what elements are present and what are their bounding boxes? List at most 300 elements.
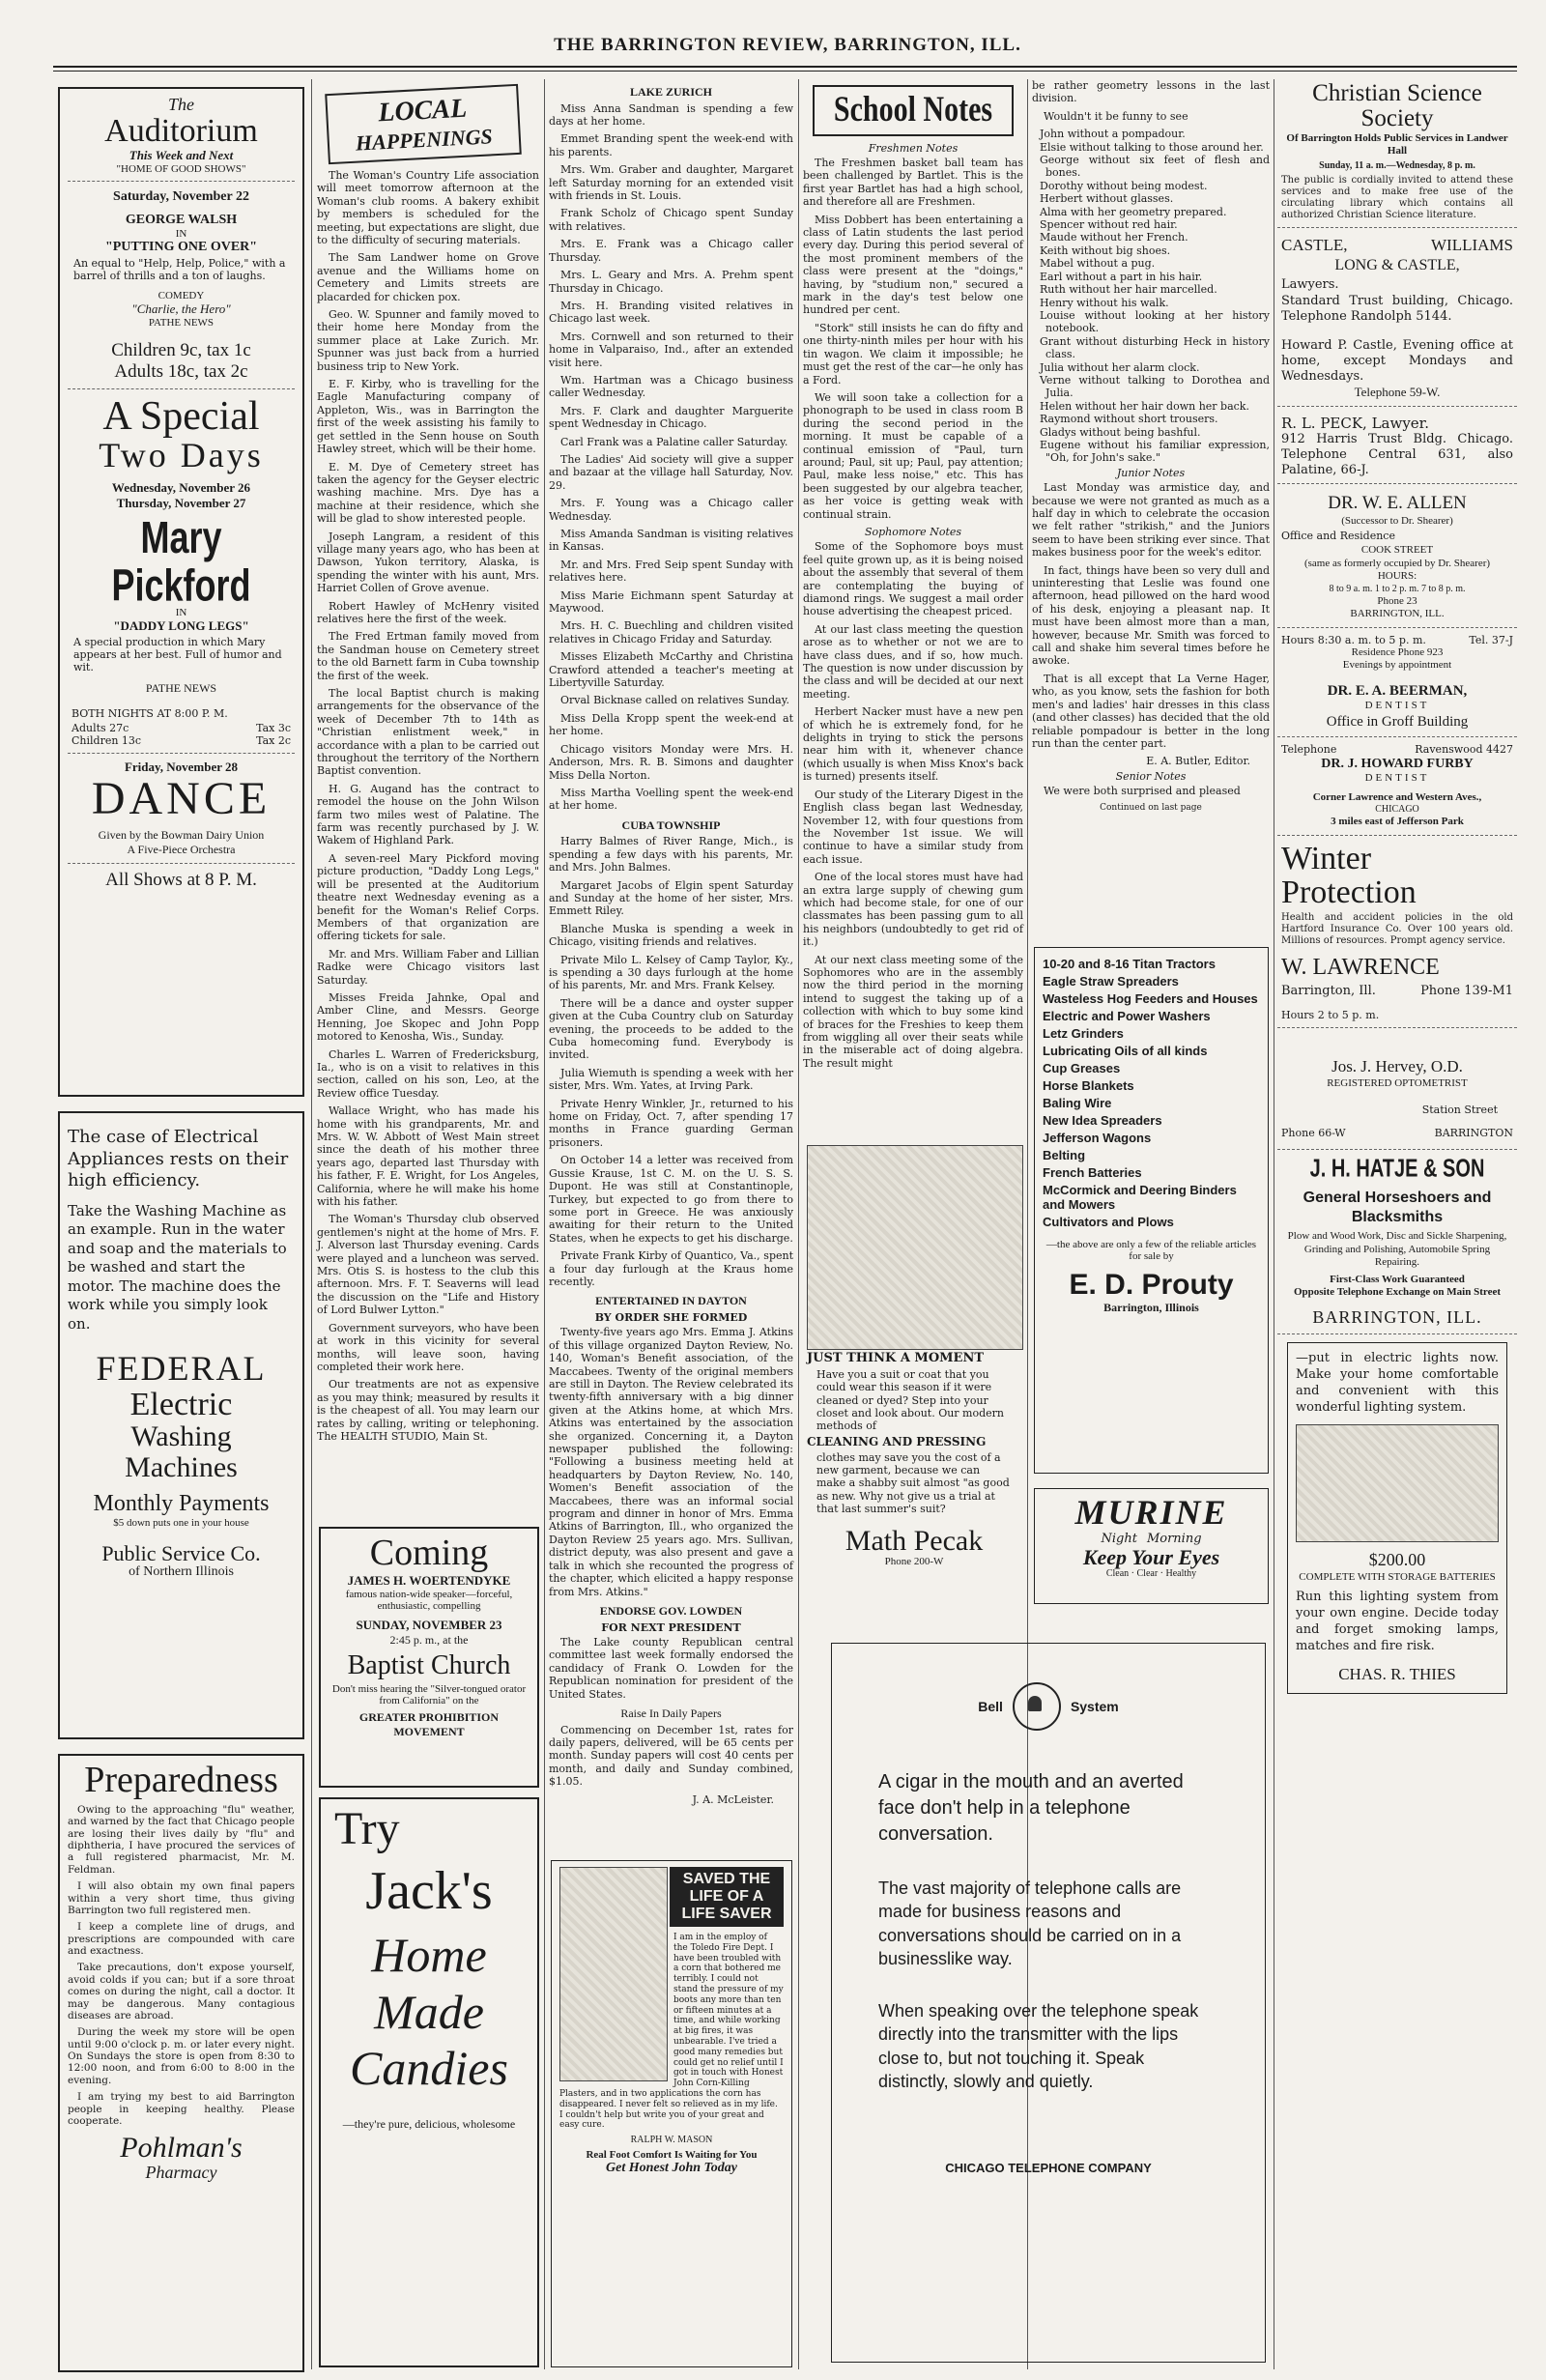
auditorium-name: Auditorium <box>104 113 258 149</box>
news-item: Private Frank Kirby of Quantico, Va., spent a four day furlough at the Kraus home recently. <box>549 1249 793 1288</box>
list-item: Elsie without talking to those around her. <box>1040 140 1264 154</box>
two-days: Two Days <box>99 436 264 475</box>
sophomore-head: Sophomore Notes <box>864 525 962 538</box>
wouldnt-list <box>1032 128 1270 465</box>
bell-company: CHICAGO TELEPHONE COMPANY <box>945 2161 1152 2176</box>
hatje-opp: Opposite Telephone Exchange on Main Street <box>1293 1286 1501 1299</box>
news-item: Private Henry Winkler, Jr., returned to his home on Friday, Oct. 7, after spending 17 months in France guarding German prisoners. <box>549 1097 793 1149</box>
news-item: Mr. and Mrs. William Faber and Lillian Radke were Chicago visitors last Saturday. <box>317 947 539 987</box>
coming-ad <box>319 1527 539 1788</box>
divider <box>1277 227 1517 228</box>
divider <box>1277 1333 1517 1334</box>
lawrence-phone: Phone 139-M1 <box>1420 983 1513 998</box>
list-item: Louise without looking at her history notebook. <box>1040 308 1270 335</box>
system-word: System <box>1070 1699 1119 1714</box>
senior-head: Senior Notes <box>1115 769 1187 783</box>
divider <box>1277 1027 1517 1028</box>
news-item: Mr. and Mrs. Fred Seip spent Sunday with relatives here. <box>549 558 793 585</box>
both-nights: BOTH NIGHTS AT 8:00 P. M. <box>72 707 228 721</box>
divider <box>1277 835 1517 836</box>
masthead-rule-thin <box>53 71 1517 72</box>
desc2: A special production in which Mary appears at her best. Full of humor and wit. <box>73 636 282 674</box>
product-item: McCormick and Deering Binders and Mowers <box>1043 1183 1237 1212</box>
news-item: In fact, things have been so very dull and uninteresting that Leslie was found one afternoon, head pillowed on the hard wood of his desk, enjoying a pleasant nap. It must have been almost more than a man, however, because Mr. Smith was forced to call and shake him several times before he awoke. <box>1032 563 1270 668</box>
news-item: Miss Anna Sandman is spending a few days at her home. <box>549 101 793 129</box>
hervey-town: BARRINGTON <box>1434 1126 1513 1139</box>
list-item: Dorothy without being modest. <box>1040 179 1208 192</box>
local-happenings-column <box>317 79 539 1509</box>
federal-company: Public Service Co. <box>101 1540 261 1565</box>
federal-p1: The case of Electrical Appliances rests on their high efficiency. <box>68 1127 289 1190</box>
lifesaver-title: SAVED THE LIFE OF A LIFE SAVER <box>670 1867 784 1927</box>
federal-of: of Northern Illinois <box>129 1563 234 1579</box>
news-item: Wallace Wright, who has made his home with his grandparents, Mr. and Mrs. W. W. Abbott of West Main street since the death of his mother three years ago, departed last Thursday with his father, F. E. Wright, for Los Angeles, California, where he will make his home with his father. <box>317 1104 539 1209</box>
lowden-head: ENDORSE GOV. LOWDEN <box>599 1603 743 1618</box>
preparedness-p1: Owing to the approaching "flu" weather, and warned by the fact that Chicago people are losing their lives daily by "flu" and diphtheria, I have procured the services of a full registered pharmacist, Mr. M. Feldman. <box>68 1803 295 1876</box>
professional-cards-column <box>1277 79 1517 2369</box>
pohlman-sig: Pohlman's <box>120 2132 243 2165</box>
sat-star: GEORGE WALSH <box>125 213 238 227</box>
school-notes-masthead <box>813 85 1014 136</box>
news-item: The Sam Landwer home on Grove avenue and the Williams home on Cemetery and Limits streets are placarded for chicken pox. <box>317 251 539 303</box>
lifesaver-get: Real Foot Comfort Is Waiting for You <box>586 2149 758 2162</box>
federal-electric-ad <box>58 1111 304 1739</box>
school-notes-column <box>803 79 1023 1070</box>
news-item: Miss Della Kropp spent the week-end at her home. <box>549 711 793 738</box>
dance-heading: DANCE <box>91 773 272 825</box>
think-text1: Have you a suit or coat that you could wear this season if it were cleaned or dyed? Step into your closet and look about. Our modern methods of <box>816 1367 1005 1433</box>
news-item: Orval Bicknase called on relatives Sunday. <box>560 694 789 707</box>
lawrence-text: Health and accident policies in the old Hartford Insurance Co. Over 100 years old. Millions of resources. Prompt agency service. <box>1281 912 1513 947</box>
news-item: Last Monday was armistice day, and because we were not granted as much as a half day in which to celebrate the occasion we felt rather "strikish," and the Juniors seem to have been striking ever since. That makes business poor for the week's editor. <box>1032 481 1270 559</box>
lowden-text: The Lake county Republican central committee last week formally endorsed the candidacy of Frank O. Lowden for the Republican nomination for president of the United States. <box>549 1635 793 1701</box>
school-notes-heading: School Notes <box>833 89 993 129</box>
lawrence-hours: Hours 2 to 5 p. m. <box>1281 1008 1380 1021</box>
adults2: Adults 27c <box>72 722 129 735</box>
continued-note: Continued on last page <box>1100 802 1202 813</box>
bell-word: Bell <box>978 1699 1003 1714</box>
sophomore-items <box>803 540 1023 1070</box>
news-item: "Stork" still insists he can do fifty and one thirty-ninth miles per hour with his tin wagon. We claim it impossible; he must get the rest of the car—he only has a Ford. <box>803 321 1023 387</box>
thies-name: CHAS. R. THIES <box>1338 1664 1456 1683</box>
federal-terms: $5 down puts one in your house <box>113 1516 249 1529</box>
divider <box>68 388 295 389</box>
local-heading: LOCAL <box>377 93 468 129</box>
news-item: Some of the Sophomore boys must feel quite grown up, as it is being noised about the assembly that several of them are contemplating the buying of diamond rings. We suggest a mail order house advertising the cheapest priced. <box>803 540 1023 618</box>
prouty-town: Barrington, Illinois <box>1103 1300 1199 1314</box>
preparedness-p2: I will also obtain my own final papers within a very short time, thus giving Barrington two full registered men. <box>68 1880 295 1916</box>
list-item: Earl without a part in his hair. <box>1040 270 1203 283</box>
news-item: Government surveyors, who have been at work in this vicinity for several months, will leave soon, having completed their work here. <box>317 1321 539 1373</box>
school-cont-intro: be rather geometry lessons in the last division. <box>1032 79 1270 105</box>
castle-name1: CASTLE, <box>1281 236 1348 255</box>
sat-desc: An equal to "Help, Help, Police," with a barrel of thrills and a ton of laughs. <box>73 257 286 282</box>
adults-price: Adults 18c, tax 2c <box>114 361 248 382</box>
prouty-ad <box>1034 947 1269 1474</box>
federal-machines: Machines <box>125 1450 238 1483</box>
list-item: Spencer without red hair. <box>1040 218 1178 232</box>
junior-editor: E. A. Butler, Editor. <box>1146 755 1250 768</box>
preparedness-p4: Take precautions, don't expose yourself, avoid colds if you can; but if a sore throat comes on during the night, call a doctor. It may be dangerous. Many contagious diseases are abroad. <box>68 1962 295 2022</box>
winter-heading: Winter <box>1281 840 1372 876</box>
coming-name: JAMES H. WOERTENDYKE <box>347 1572 511 1588</box>
furby-tel-row <box>1281 743 1513 756</box>
jacks-name: Jack's <box>365 1861 493 1922</box>
hatje-town: BARRINGTON, ILL. <box>1312 1306 1482 1327</box>
allen-name: DR. W. E. ALLEN <box>1328 493 1467 514</box>
tax2b: Tax 2c <box>256 734 291 748</box>
cs-sunday: Sunday, 11 a. m.—Wednesday, 8 p. m. <box>1319 160 1475 172</box>
federal-monthly: Monthly Payments <box>93 1491 270 1517</box>
list-item: Mabel without a pug. <box>1040 257 1156 271</box>
news-item: One of the local stores must have had an extra large supply of chewing gum which had become stale, for one of our classmates has been passing gum to all his neighbors (undoubtedly to get rid of it.) <box>803 871 1023 949</box>
hatje-guar: First-Class Work Guaranteed <box>1330 1273 1465 1285</box>
furby-dir: 3 miles east of Jefferson Park <box>1331 816 1464 828</box>
news-item: Private Milo L. Kelsey of Camp Taylor, Ky., is spending a 30 days furlough at the home of his parents, Mr. and Mrs. Frank Kelsey. <box>549 953 793 992</box>
prouty-list <box>1043 957 1260 1229</box>
beerman-office: Office in Groff Building <box>1326 713 1469 730</box>
list-item: Maude without her French. <box>1040 231 1188 244</box>
furby-addr: Corner Lawrence and Western Aves., <box>1312 790 1482 803</box>
coming-topic: GREATER PROHIBITION MOVEMENT <box>358 1710 500 1739</box>
murine-brand: MURINE <box>1074 1493 1228 1532</box>
freshmen-items <box>803 157 1023 521</box>
lake-zurich-head: LAKE ZURICH <box>629 85 712 99</box>
divider <box>68 863 295 864</box>
title2: "DADDY LONG LEGS" <box>113 618 249 634</box>
news-item: Our study of the Literary Digest in the English class began last Wednesday, November 12, with four questions from the November 1st issue. We will continue to have a similar study from each issue. <box>803 788 1023 866</box>
news-item: Mrs. H. C. Buechling and children visited relatives in Chicago Friday and Saturday. <box>549 619 793 645</box>
news-item: Mrs. L. Geary and Mrs. A. Prehm spent Thursday in Chicago. <box>549 269 793 295</box>
news-item: The Woman's Thursday club observed gentlemen's night at the home of Mrs. F. J. Alverson last Thursday evening. Cards were played and a luncheon was served. Mrs. Otis S. is hostess to the club this afternoon. Mrs. F. T. Seaverns will lead the discussion on the "Life and History of Lord Bulwer Lytton." <box>317 1213 539 1317</box>
news-item: The Fred Ertman family moved from the Sandman house on Cemetery street to the old Barnett farm in Cuba township the first of the week. <box>317 630 539 682</box>
news-item: Charles L. Warren of Fredericksburg, Ia., who is on a visit to relatives in this section, called on his son, Leo, at the Review office Tuesday. <box>317 1047 539 1100</box>
news-item: Harry Balmes of River Range, Mich., is spending a few days with his parents, Mr. and Mrs. John Balmes. <box>549 835 793 875</box>
preparedness-p6: I am trying my best to aid Barrington people in keeping healthy. Please cooperate. <box>68 2091 295 2127</box>
preparedness-p5: During the week my store will be open until 9:00 o'clock p. m. or later every night. On Sundays the store is open from 8:30 to 12:00 noon, and from 6:00 to 8:00 in the evening. <box>68 2026 295 2086</box>
product-item: French Batteries <box>1043 1165 1142 1180</box>
coming-date: SUNDAY, NOVEMBER 23 <box>356 1617 502 1632</box>
hervey-phone: Phone 66-W <box>1281 1126 1346 1139</box>
jacks-tag: —they're pure, delicious, wholesome <box>342 2116 516 2131</box>
list-item: Henry without his walk. <box>1040 296 1169 309</box>
sat-in: IN <box>175 228 187 240</box>
product-item: Wasteless Hog Feeders and Houses <box>1043 991 1258 1006</box>
allen-succ: (Successor to Dr. Shearer) <box>1341 514 1453 527</box>
divider <box>1277 1149 1517 1150</box>
peck-addr: 912 Harris Trust Bldg. Chicago. Telephone Central 631, also Palatine, 66-J. <box>1281 431 1513 477</box>
children-price: Children 9c, tax 1c <box>111 340 251 360</box>
news-item: Emmet Branding spent the week-end with his parents. <box>549 132 793 158</box>
murine-morning: Morning <box>1146 1531 1202 1546</box>
column-divider <box>311 79 312 2369</box>
allen-office: Office and Residence <box>1281 529 1395 542</box>
thies-text1: —put in electric lights now. Make your home comfortable and convenient with this wonderful lighting system. <box>1296 1351 1499 1416</box>
murine-night: Night <box>1101 1531 1137 1546</box>
thies-price: $200.00 <box>1368 1550 1426 1570</box>
thu-date: Thursday, November 27 <box>116 495 246 510</box>
news-item: Wm. Hartman was a Chicago business caller Wednesday. <box>549 373 793 400</box>
column-divider <box>544 79 545 2369</box>
hervey-street: Station Street <box>1421 1104 1498 1117</box>
beerman-eve: Evenings by appointment <box>1342 659 1452 672</box>
allen-phone: Phone 23 <box>1377 594 1417 607</box>
product-item: Cup Greases <box>1043 1061 1121 1075</box>
sat-date: Saturday, November 22 <box>113 189 249 204</box>
comedy-title: "Charlie, the Hero" <box>131 301 231 316</box>
school-notes-continued <box>1032 79 1270 930</box>
beerman-name: DR. E. A. BEERMAN, <box>1327 682 1468 699</box>
coming-miss: Don't miss hearing the "Silver-tongued orator from California" on the <box>331 1683 527 1707</box>
murine-row <box>1043 1532 1260 1546</box>
beerman-dentist: DENTIST <box>1364 700 1430 712</box>
allen-street: COOK STREET <box>1360 544 1434 557</box>
lifesaver-text: I am in the employ of the Toledo Fire Dept. I have been troubled with a corn that bothered me terribly. I could not stand the pressure of my boots any more than ten or fifteen minutes at a time, and while working at big fires, it was unbearable. I've tried a good many remedies but could get no relief until I got in touch with Honest John Corn-Killing Plasters, and in two applications the corn has disappeared. I never felt so relieved as in my life. I couldn't help but write you of your great and easy cure. <box>559 1933 784 2131</box>
divider <box>1277 406 1517 407</box>
federal-electric: Electric <box>129 1386 233 1422</box>
list-item: Grant without disturbing Heck in history class. <box>1040 334 1270 361</box>
news-item: Misses Freida Jahnke, Opal and Amber Cline, and Messrs. George Henning, Joe Skopec and John Popp motored to Kenosha, Wis., Sunday. <box>317 990 539 1044</box>
federal-brand: FEDERAL <box>96 1349 267 1388</box>
news-item: Mrs. F. Clark and daughter Marguerite spent Wednesday in Chicago. <box>549 404 793 431</box>
dance-given: Given by the Bowman Dairy Union <box>98 827 265 842</box>
hatje-name: J. H. HATJE & SON <box>1309 1155 1485 1184</box>
lowden-sub: FOR NEXT PRESIDENT <box>601 1620 741 1634</box>
math-pecak-ad <box>807 1351 1021 1573</box>
news-item: H. G. Augand has the contract to remodel the house on the John Wilson farm two miles west of Palatine. The farm was recently purchased by J. W. Wakem of Highland Park. <box>317 782 539 847</box>
thies-complete: COMPLETE WITH STORAGE BATTERIES <box>1299 1570 1496 1583</box>
bell-p2: The vast majority of telephone calls are made for business reasons and conversations should be carried on in a businesslike way. <box>878 1878 1182 1968</box>
divider <box>1277 483 1517 484</box>
list-item: Raymond without short trousers. <box>1040 413 1218 426</box>
news-item: Mrs. Cornwell and son returned to their home in Valparaiso, Ind., after an extended visit here. <box>549 330 793 369</box>
lawrence-row <box>1281 984 1513 999</box>
peck-name: R. L. PECK, Lawyer. <box>1281 414 1429 432</box>
bell-p1: A cigar in the mouth and an averted face don't help in a telephone conversation. <box>878 1771 1184 1845</box>
allen-same: (same as formerly occupied by Dr. Shearer) <box>1303 557 1491 569</box>
news-item: Mrs. H. Branding visited relatives in Chicago last week. <box>549 299 793 326</box>
news-item: Herbert Nacker must have a new pen of which he is extremely fond, for he delights in trying to stick the persons near him with it, whenever chance (which usually is when Miss Knox's back is turned) presents itself. <box>803 705 1023 784</box>
allen-hours: 8 to 9 a. m. 1 to 2 p. m. 7 to 8 p. m. <box>1329 583 1466 594</box>
divider <box>1277 627 1517 628</box>
news-item: Carl Frank was a Palatine caller Saturday. <box>560 435 788 448</box>
prouty-note: —the above are only a few of the reliable articles for sale by <box>1045 1239 1257 1262</box>
price-row <box>72 722 291 734</box>
beerman-res: Residence Phone 923 <box>1351 646 1444 658</box>
auditorium-slogan: "HOME OF GOOD SHOWS" <box>116 163 246 175</box>
news-item: Mrs. Wm. Graber and daughter, Margaret left Saturday morning for an extended visit with friends in St. Louis. <box>549 163 793 203</box>
dayton-head: ENTERTAINED IN DAYTON <box>595 1294 747 1308</box>
product-item: New Idea Spreaders <box>1043 1113 1162 1128</box>
list-item: Ruth without her hair marcelled. <box>1040 283 1217 297</box>
wed-date: Wednesday, November 26 <box>111 479 251 495</box>
furby-city: CHICAGO <box>1375 804 1419 816</box>
cuba-items <box>549 835 793 1288</box>
lawrence-town: Barrington, Ill. <box>1281 983 1376 998</box>
prouty-name: E. D. Prouty <box>1069 1269 1234 1301</box>
castle-tel: Telephone 59-W. <box>1354 384 1441 399</box>
dayton-sub: BY ORDER SHE FORMED <box>594 1310 748 1324</box>
news-item: Joseph Langram, a resident of this village many years ago, who has been at Dawson, Yukon territory, Alaska, is spending the winter with his aunt, Mrs. Harriet Collen of Grove avenue. <box>317 530 539 595</box>
list-item: Helen without her hair down her back. <box>1040 399 1249 413</box>
in2: IN <box>175 607 187 619</box>
news-item: Miss Martha Voelling spent the week-end at her home. <box>549 786 793 813</box>
beerman-hours: Hours 8:30 a. m. to 5 p. m. <box>1281 633 1426 646</box>
murine-clean: Clean · Clear · Healthy <box>1105 1567 1197 1579</box>
protection-heading: Protection <box>1281 875 1417 911</box>
cleaning-illustration <box>807 1145 1023 1350</box>
lifesaver-signer: RALPH W. MASON <box>630 2135 713 2146</box>
coming-title: Coming <box>369 1533 489 1573</box>
cs-title2: Society <box>1360 105 1434 132</box>
news-item: On October 14 a letter was received from Gussie Krause, 1st C. M. on the U. S. S. Dupont. He was still at Constantinople, Turkey, but expected to go from there to some port in Greece. He was anxiously awaiting for their return to the United States, when he expects to get his discharge. <box>549 1154 793 1245</box>
happenings-heading: HAPPENINGS <box>355 124 494 156</box>
divider <box>1277 736 1517 737</box>
news-item: Margaret Jacobs of Elgin spent Saturday and Sunday at the home of her sister, Mrs. Emmett Riley. <box>549 878 793 918</box>
pathe2: PATHE NEWS <box>145 681 217 696</box>
allen-town: BARRINGTON, ILL. <box>1350 608 1445 620</box>
furby-num: Ravenswood 4427 <box>1415 742 1513 756</box>
news-item: Mrs. E. Frank was a Chicago caller Thursday. <box>549 238 793 264</box>
bell-logo-icon <box>1013 1682 1061 1731</box>
hervey-row <box>1281 1127 1513 1139</box>
jacks-home: Home <box>371 1928 487 1983</box>
math-pecak-name: Math Pecak <box>845 1524 984 1557</box>
product-item: Horse Blankets <box>1043 1078 1134 1093</box>
coming-place: Baptist Church <box>347 1649 511 1680</box>
jacks-candies-ad <box>319 1797 539 2367</box>
castle-name3: LONG & CASTLE, <box>1334 256 1460 273</box>
tax2a: Tax 3c <box>256 722 291 735</box>
jacks-made: Made <box>374 1984 484 2039</box>
furby-tel: Telephone <box>1281 742 1337 756</box>
product-item: 10-20 and 8-16 Titan Tractors <box>1043 957 1216 971</box>
sat-title: "PUTTING ONE OVER" <box>104 240 258 254</box>
beerman-tel: Tel. 37-J <box>1469 633 1513 646</box>
news-item: The Freshmen basket ball team has been challenged by Bartlet. This is the first year Bartlet has had a high school, and therefore all are Freshmen. <box>803 157 1023 209</box>
news-item: Mrs. F. Young was a Chicago caller Wednesday. <box>549 497 793 523</box>
product-item: Baling Wire <box>1043 1096 1112 1110</box>
junior-items <box>1032 481 1270 750</box>
children2: Children 13c <box>72 734 142 748</box>
local-items <box>317 169 539 1443</box>
think-text2: clothes may save you the cost of a new garment, because we can make a shabby suit almost "as good as new. Why not give us a trial at that last summer's suit? <box>816 1450 1010 1516</box>
murine-ad <box>1034 1488 1269 1604</box>
masthead-rule <box>53 66 1517 68</box>
furby-name: DR. J. HOWARD FURBY <box>1321 757 1474 772</box>
hervey-reg: REGISTERED OPTOMETRIST <box>1327 1076 1468 1089</box>
news-item: The Ladies' Aid society will give a supper and bazaar at the village hall Saturday, Nov. 29. <box>549 452 793 492</box>
thies-ad <box>1287 1342 1507 1693</box>
coming-desc: famous nation-wide speaker—forceful, enthusiastic, compelling <box>345 1588 513 1612</box>
castle-building: Standard Trust building, Chicago. Telephone Randolph 5144. <box>1281 294 1513 325</box>
news-item: The Woman's Country Life association will meet tomorrow afternoon at the Woman's club rooms. A bakery exhibit by members is scheduled for the meeting, but expectations are slight, due to the difficulty of securing materials. <box>317 168 539 247</box>
news-item: We will soon take a collection for a phonograph to be used in class room B during the second period in the morning. It must be capable of a continual emission of "Paul, turn around; Paul, sit up; Paul, pay attention; Paul, make less noise," etc. This has been suggested by our algebra teacher, as her voice is getting weak with continual strain. <box>803 390 1023 521</box>
price-row <box>72 734 291 747</box>
bell-logo-row <box>840 1682 1257 1731</box>
bell-p3: When speaking over the telephone speak directly into the transmitter with the lips close to, but not touching it. Speak distinctly, slowly and quietly. <box>878 2001 1199 2092</box>
cleaning-head: CLEANING AND PRESSING <box>807 1434 987 1448</box>
news-item: E. F. Kirby, who is travelling for the Eagle Manufacturing company of Appleton, Wis., was in Barrington the first of the week assisting his family to get settled in the Senn house on South Hawley street, which will be their home. <box>317 378 539 456</box>
news-item: The local Baptist church is making arrangements for the observance of the week of December 7th to 14th as "Christian enlistment week," in accordance with a plan to be carried out throughout the territory of the Northern Baptist convention. <box>317 687 539 778</box>
news-item: Blanche Muska is spending a week in Chicago, visiting friends and relatives. <box>549 922 793 949</box>
preparedness-title: Preparedness <box>84 1760 278 1800</box>
lifesaver-brand: Get Honest John Today <box>606 2161 737 2176</box>
product-item: Belting <box>1043 1148 1086 1162</box>
raise-text: Commencing on December 1st, rates for daily papers, delivered, will be 65 cents per month. Sunday papers will cost 40 cents per month, and daily and Sunday combined, $1.05. <box>549 1723 793 1789</box>
junior-head: Junior Notes <box>1116 466 1186 479</box>
castle-row <box>1281 236 1513 256</box>
lawrence-name: W. LAWRENCE <box>1281 954 1440 980</box>
beerman-hours-row <box>1281 634 1513 646</box>
news-item: At our next class meeting some of the Sophomores who are in the assembly now the third period in the morning intend to suggest the taking up of a collection with which to buy some kind of braces for the Freshies to keep them from wiggling all over their seats while in the miserable act of doing algebra. The result might <box>803 953 1023 1070</box>
product-item: Letz Grinders <box>1043 1026 1124 1041</box>
product-item: Lubricating Oils of all kinds <box>1043 1044 1208 1058</box>
news-item: There will be a dance and oyster supper given at the Cuba Country club on Saturday evening, the proceeds to be added to the Cuba homecoming fund. Everybody is invited. <box>549 996 793 1062</box>
list-item: Alma with her geometry prepared. <box>1040 205 1227 218</box>
jacks-candies: Candies <box>350 2041 508 2096</box>
federal-p2: Take the Washing Machine as an example. Run in the water and soap and the materials to be washed and start the motor. The machine does the work while you simply look on. <box>68 1201 287 1333</box>
product-item: Jefferson Wagons <box>1043 1131 1152 1145</box>
castle-name2: WILLIAMS <box>1431 236 1513 255</box>
freshmen-head: Freshmen Notes <box>868 141 959 155</box>
news-item: Chicago visitors Monday were Mrs. H. Anderson, Mrs. R. B. Simons and daughter Miss Della Norton. <box>549 742 793 782</box>
preparedness-ad <box>58 1754 304 2372</box>
star2: Mary Pickford <box>111 510 251 611</box>
news-item: Geo. W. Spunner and family moved to their home here Monday from the summer place at Lake Zurich. Mr. Spunner was just back from a hurried business trip to New York. <box>317 308 539 373</box>
cuba-head: CUBA TOWNSHIP <box>621 817 721 832</box>
cs-of: Of Barrington Holds Public Services in Landwer Hall <box>1286 131 1508 157</box>
thies-text2: Run this lighting system from your own engine. Decide today and forget smoking lamps, matches and fire risk. <box>1296 1590 1499 1654</box>
news-item: Misses Elizabeth McCarthy and Christina Crawford attended a teacher's meeting at Libertyville Saturday. <box>549 650 793 690</box>
raise-sig: J. A. McLeister. <box>692 1792 774 1806</box>
jacks-try: Try <box>334 1803 400 1854</box>
fireman-illustration <box>559 1867 668 2081</box>
auditorium-week: This Week and Next <box>129 148 234 162</box>
list-item: Herbert without glasses. <box>1040 192 1174 206</box>
dance-orch: A Five-Piece Orchestra <box>127 842 236 856</box>
fri-date: Friday, November 28 <box>124 760 239 775</box>
hervey-name: Jos. J. Hervey, O.D. <box>1331 1057 1463 1076</box>
auditorium-the: The <box>168 95 194 114</box>
cs-text: The public is cordially invited to attend these services and to make free use of the circulating library which contains all authorized Christian Science literature. <box>1281 174 1513 221</box>
news-item: At our last class meeting the question arose as to whether or not we are to have class dues, and if so, how much. The question is now under discussion by the class and will be decided at our next meeting. <box>803 622 1023 701</box>
allen-hours-label: HOURS: <box>1377 570 1417 583</box>
news-item: E. M. Dye of Cemetery street has taken the agency for the Geyser electric washing machine. Mrs. Dye has a machine at their residence, which she will be glad to show interested people. <box>317 460 539 526</box>
murine-keep: Keep Your Eyes <box>1082 1544 1220 1569</box>
castle-lawyers: Lawyers. <box>1281 276 1339 292</box>
masthead: THE BARRINGTON REVIEW, BARRINGTON, ILL. <box>554 35 1021 55</box>
cs-title1: Christian Science <box>1312 80 1482 106</box>
news-column-3 <box>549 79 793 1848</box>
bell-shape-icon <box>1028 1696 1042 1711</box>
coming-time: 2:45 p. m., at the <box>389 1632 469 1647</box>
column-divider <box>798 79 799 2369</box>
local-happenings-masthead <box>325 84 522 164</box>
special-heading: A Special <box>102 394 260 439</box>
list-item: John without a pompadour. <box>1040 128 1186 141</box>
news-item: Miss Amanda Sandman is visiting relatives in Kansas. <box>549 528 793 554</box>
news-item: Miss Dobbert has been entertaining a class of Latin students the last period every day. During this period several of the most prominent members of the class were present at the "doings," having, by "studium non," secured a mark in the day's test below one hundred per cent. <box>803 213 1023 317</box>
news-item: Miss Marie Eichmann spent Saturday at Maywood. <box>549 588 793 616</box>
news-item: Our treatments are not as expensive as you may think; measured by results it is the cheapest of all. You may learn our rates by calling, writing or telephoning. The HEALTH STUDIO, Main St. <box>317 1378 539 1443</box>
news-item: A seven-reel Mary Pickford moving picture production, "Daddy Long Legs," will be presented at the Auditorium theatre next Wednesday evening as a benefit for the Woman's Relief Corps. Members of that organization are offering tickets for sale. <box>317 851 539 943</box>
list-item: Keith without big shoes. <box>1040 244 1171 257</box>
product-item: Cultivators and Plows <box>1043 1215 1174 1229</box>
lighting-system-illustration <box>1296 1424 1499 1542</box>
raise-head: Raise In Daily Papers <box>620 1706 722 1720</box>
dayton-text: Twenty-five years ago Mrs. Emma J. Atkins of this village organized Dayton Review, No. 140, Woman's Benefit association, of the Maccabees. Twenty of the original members are still in Dayton. The Review celebrated its twenty-fifth anniversary with a big dinner given at the Atkins home, at which Mrs. Atkins was entertained by the association she organized. Concerning it, a Dayton newspaper published the following: "Following a business meeting held at headquarters by Dayton Review, No. 140, Women's Benefit association of the Maccabees, there was an informal social program and dinner in honor of Mrs. Emma Atkins of Barrington, Ill., who organized the Dayton Review 25 years ago. Mrs. Sullivan, district deputy, was also present and gave a talk in which she recounted the progress of the chapter, which elicited a happy response from Mrs. Atkins." <box>549 1326 793 1598</box>
